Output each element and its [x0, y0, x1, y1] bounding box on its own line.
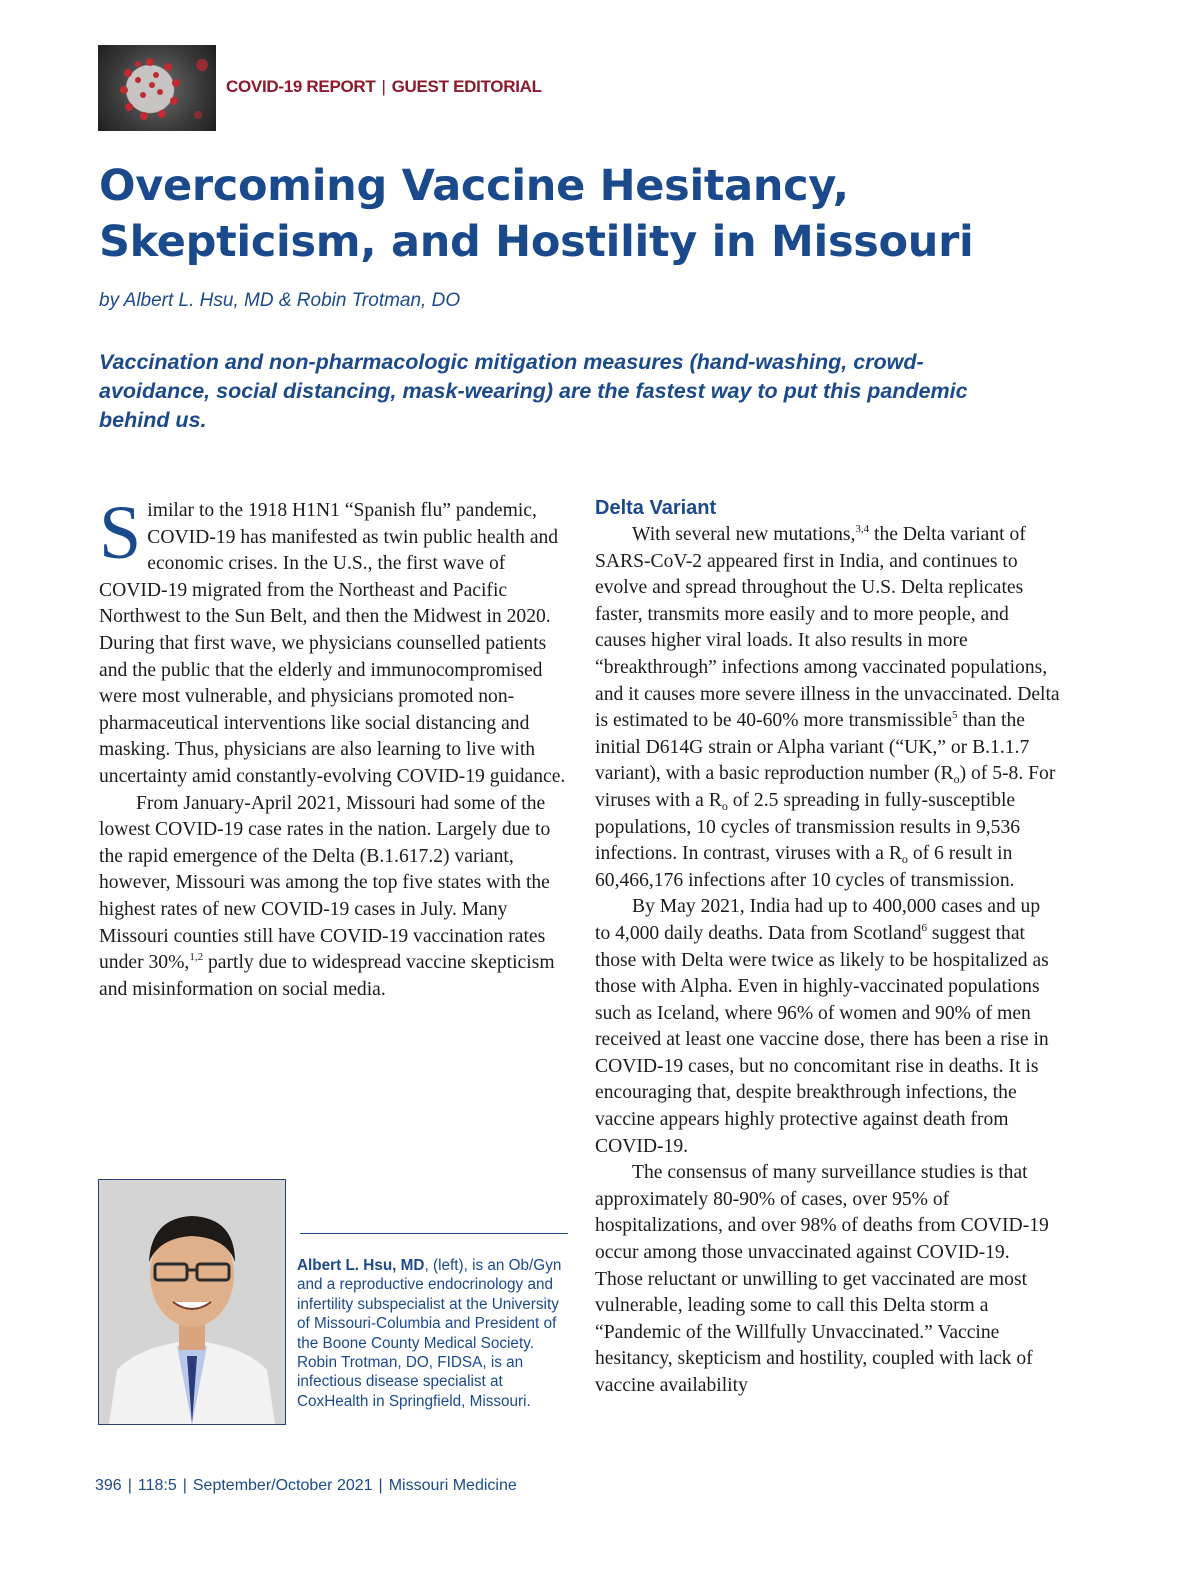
drop-cap: S [99, 491, 142, 575]
delta-text-b: the Delta variant of SARS-CoV-2 appeared first in India, and continues to evolve and spread throughout the U.S. Delta replicates faster, transmits more easily and to more people, and causes higher viral loads. It also results in more “breakthrough” infections among vaccinated populations, and it causes more severe illness in the unvaccinated. Delta is estimated to be 40-60% more transmissible [595, 524, 1060, 732]
left-column [99, 491, 569, 1003]
virus-illustration [98, 45, 216, 131]
title-line-2: Skepticism, and Hostility in Missouri [99, 217, 974, 267]
subscript: o [721, 798, 728, 813]
lede: Vaccination and non-pharmacologic mitigation measures (hand-washing, crowd-avoidance, social distancing, mask-wearing) are the fastest way to put this pandemic behind us. [99, 350, 968, 432]
subsection-name: GUEST EDITORIAL [391, 77, 542, 96]
delta-paragraph-2 [595, 894, 1060, 1160]
volume: 118:5 [137, 1477, 177, 1494]
author-caption [297, 1256, 572, 1411]
right-column [595, 494, 1060, 1400]
article-title [99, 158, 1059, 270]
coronavirus-image [98, 45, 216, 131]
byline: by Albert L. Hsu, MD & Robin Trotman, DO [99, 290, 461, 311]
subscript: o [953, 772, 960, 787]
author-portrait [99, 1180, 285, 1424]
delta-text-d: ) of 5-8. For viruses with a R [595, 763, 1056, 811]
delta-text-h: suggest that those with Delta were twice as likely to be hospitalized as those with Alpha. Even in highly-vaccinated populations such as Iceland, where 96% of women and 90% of men received at least one vaccine dose, there has been a rise in COVID-19 cases, but no concomitant rise in deaths. It is encouraging that, despite breakthrough infections, the vaccine appears highly protective against death from COVID-19. [595, 922, 1049, 1157]
caption-name: Albert L. Hsu, MD [297, 1257, 425, 1274]
missouri-text-a: From January-April 2021, Missouri had some of the lowest COVID-19 case rates in the nation. Largely due to the rapid emergence of the Delta (B.1.617.2) variant, however, Missouri was among the top five states with the highest rates of new COVID-19 cases in July. Many Missouri counties still have COVID-19 vaccination rates under 30%, [99, 792, 551, 974]
section-separator: | [381, 77, 386, 96]
missouri-text-b: partly due to widespread vaccine skepticism and misinformation on social media. [99, 952, 555, 1000]
page-number: 396 [95, 1477, 122, 1494]
author-photo [98, 1179, 286, 1425]
delta-text-a: With several new mutations, [632, 524, 856, 545]
section-name: COVID-19 REPORT [226, 77, 376, 96]
delta-text-g: By May 2021, India had up to 400,000 cases and up to 4,000 daily deaths. Data from Scotland [595, 896, 1041, 944]
delta-text-f: of 6 result in 60,466,176 infections after 10 cycles of transmission. [595, 843, 1015, 891]
footer-separator: | [378, 1477, 383, 1494]
subscript: o [901, 852, 908, 867]
delta-subhead: Delta Variant [595, 497, 717, 519]
footnote-ref: 6 [921, 921, 927, 934]
title-line-1: Overcoming Vaccine Hesitancy, [99, 161, 849, 211]
intro-paragraph [99, 491, 569, 791]
journal-name: Missouri Medicine [388, 1477, 517, 1494]
intro-text: imilar to the 1918 H1N1 “Spanish flu” pandemic, COVID-19 has manifested as twin public health and economic crises. In the U.S., the first wave of COVID-19 migrated from the Northeast and Pacific Northwest to the Sun Belt, and then the Midwest in 2020. During that first wave, we physicians counselled patients and the public that the elderly and immunocompromised were most vulnerable, and physicians promoted non-pharmaceutical interventions like social distancing and masking. Thus, physicians are also learning to live with uncertainty amid constantly-evolving COVID-19 guidance. [99, 500, 566, 787]
delta-text-e: of 2.5 spreading in fully-susceptible populations, 10 cycles of transmission results in 9,536 infections. In contrast, viruses with a R [595, 789, 1021, 865]
caption-rule [300, 1233, 568, 1234]
delta-paragraph-3: The consensus of many surveillance studies is that approximately 80-90% of cases, over 95% of hospitalizations, and over 98% of deaths from COVID-19 occur among those unvaccinated against COVID-19. Those reluctant or unwilling to get vaccinated are most vulnerable, leading some to call this Delta storm a “Pandemic of the Willfully Unvaccinated.” Vaccine hesitancy, skepticism and hostility, coupled with lack of vaccine availability [595, 1162, 1049, 1396]
caption-text: , (left), is an Ob/Gyn and a reproductive endocrinology and infertility subspecialist at the University of Missouri-Columbia and President of the Boone County Medical Society. Robin Trotman, DO, FIDSA, is an infectious disease specialist at CoxHealth in Springfield, Missouri. [297, 1257, 562, 1410]
footer-separator: | [182, 1477, 187, 1494]
page-footer [95, 1477, 517, 1495]
footnote-ref: 5 [951, 709, 958, 722]
section-label [226, 77, 542, 97]
footnote-ref: 1,2 [189, 951, 204, 964]
delta-paragraph-1 [595, 522, 1060, 894]
issue-date: September/October 2021 [192, 1477, 373, 1494]
footer-separator: | [127, 1477, 132, 1494]
delta-text-c: than the initial D614G strain or Alpha variant (“UK,” or B.1.1.7 variant), with a basic reproduction number (R [595, 710, 1030, 785]
missouri-paragraph [99, 791, 569, 1004]
footnote-ref: 3,4 [855, 523, 870, 535]
